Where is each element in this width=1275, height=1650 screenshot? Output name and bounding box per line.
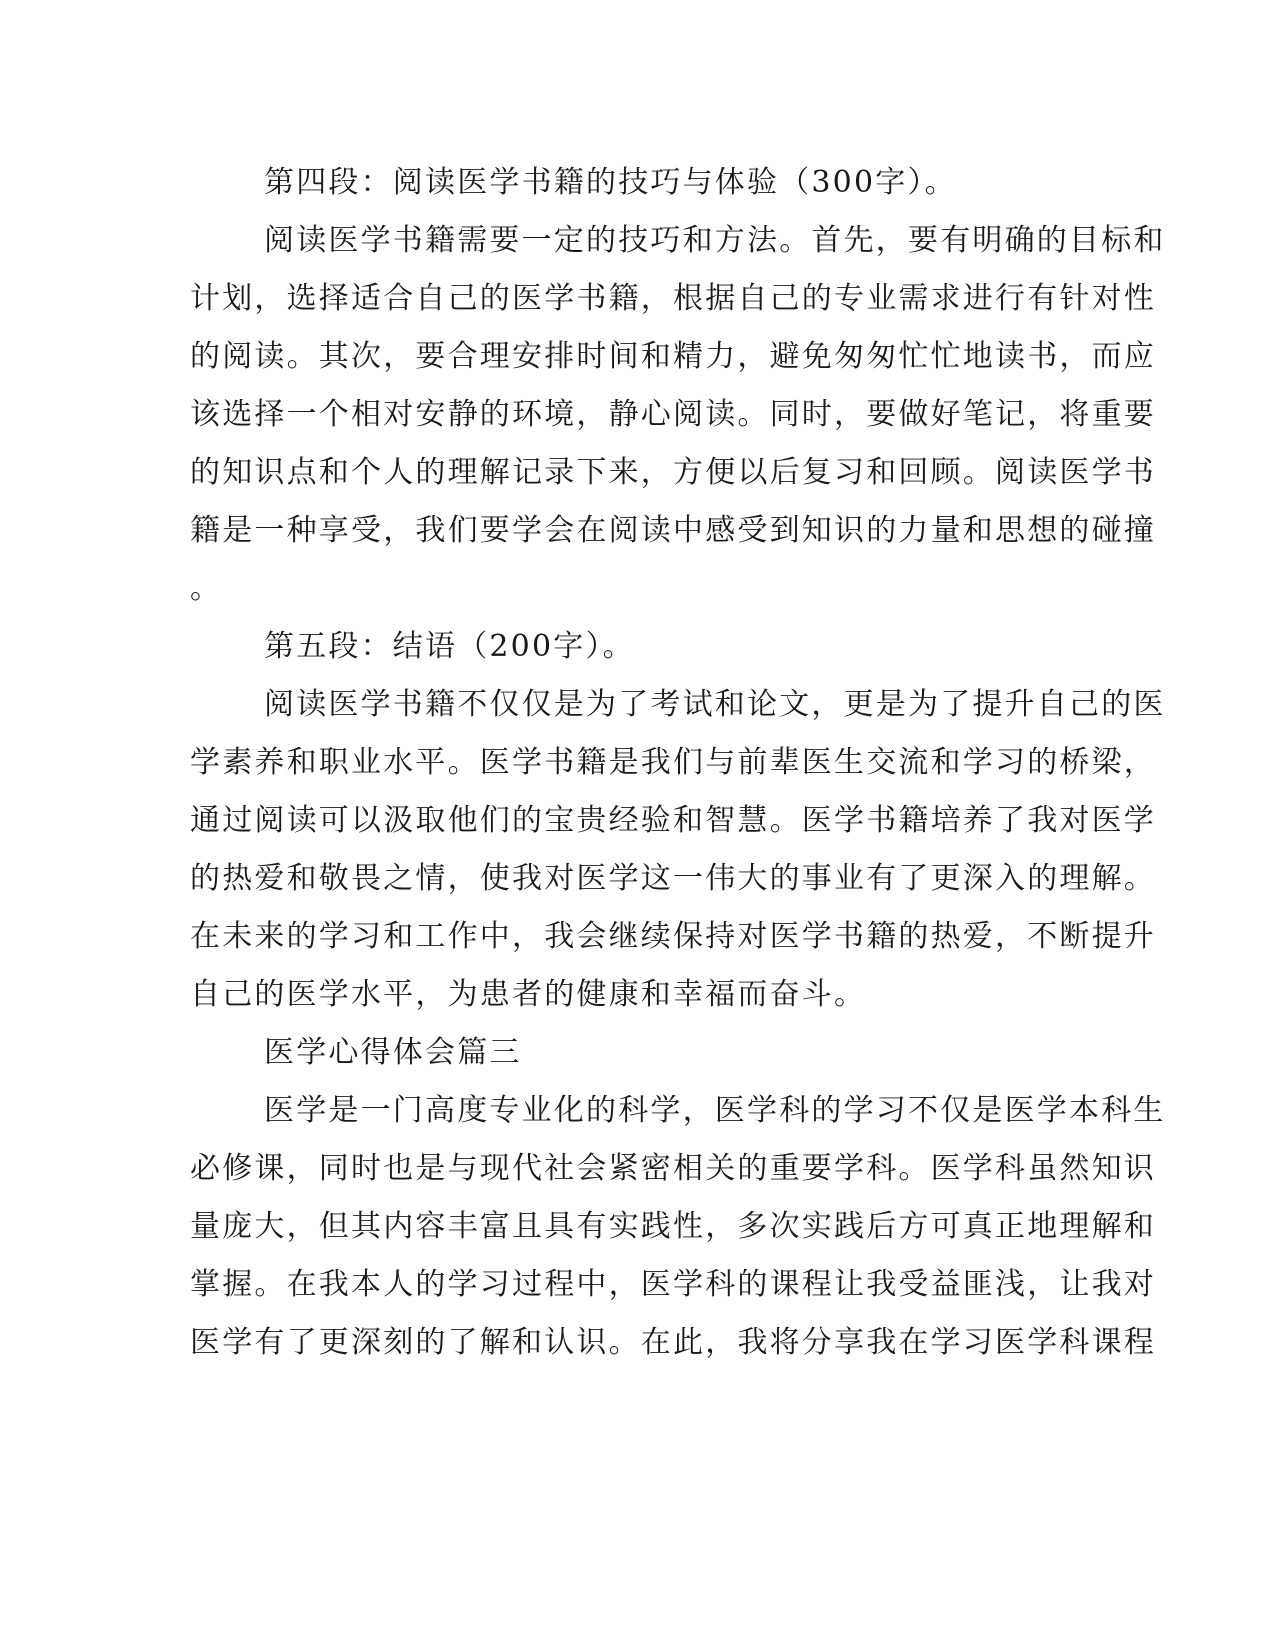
text-line: 医学是一门高度专业化的科学，医学科的学习不仅是医学本科生	[264, 1093, 1166, 1128]
text-line: 学素养和职业水平。医学书籍是我们与前辈医生交流和学习的桥梁，	[190, 745, 1156, 780]
text-line: 计划，选择适合自己的医学书籍，根据自己的专业需求进行有针对性	[190, 281, 1156, 316]
text-line: 掌握。在我本人的学习过程中，医学科的课程让我受益匪浅，让我对	[190, 1267, 1156, 1302]
article-title: 医学心得体会篇三	[264, 1035, 522, 1070]
text-line: 量庞大，但其内容丰富且具有实践性，多次实践后方可真正地理解和	[190, 1209, 1156, 1244]
text-line: 通过阅读可以汲取他们的宝贵经验和智慧。医学书籍培养了我对医学	[190, 803, 1156, 838]
text-line: 。	[190, 571, 223, 606]
text-line: 必修课，同时也是与现代社会紧密相关的重要学科。医学科虽然知识	[190, 1151, 1156, 1186]
text-line: 阅读医学书籍需要一定的技巧和方法。首先，要有明确的目标和	[264, 223, 1166, 258]
text-line: 在未来的学习和工作中，我会继续保持对医学书籍的热爱，不断提升	[190, 919, 1156, 954]
text-line: 医学有了更深刻的了解和认识。在此，我将分享我在学习医学科课程	[190, 1325, 1156, 1360]
text-line: 自己的医学水平，为患者的健康和幸福而奋斗。	[190, 977, 867, 1012]
text-line: 籍是一种享受，我们要学会在阅读中感受到知识的力量和思想的碰撞	[190, 513, 1156, 548]
text-line: 的阅读。其次，要合理安排时间和精力，避免匆匆忙忙地读书，而应	[190, 339, 1156, 374]
text-line: 的热爱和敬畏之情，使我对医学这一伟大的事业有了更深入的理解。	[190, 861, 1156, 896]
section-five-heading: 第五段：结语（200字）。	[264, 629, 635, 664]
text-line: 的知识点和个人的理解记录下来，方便以后复习和回顾。阅读医学书	[190, 455, 1156, 490]
section-four-heading: 第四段：阅读医学书籍的技巧与体验（300字）。	[264, 165, 957, 200]
text-line: 该选择一个相对安静的环境，静心阅读。同时，要做好笔记，将重要	[190, 397, 1156, 432]
text-line: 阅读医学书籍不仅仅是为了考试和论文，更是为了提升自己的医	[264, 687, 1166, 722]
